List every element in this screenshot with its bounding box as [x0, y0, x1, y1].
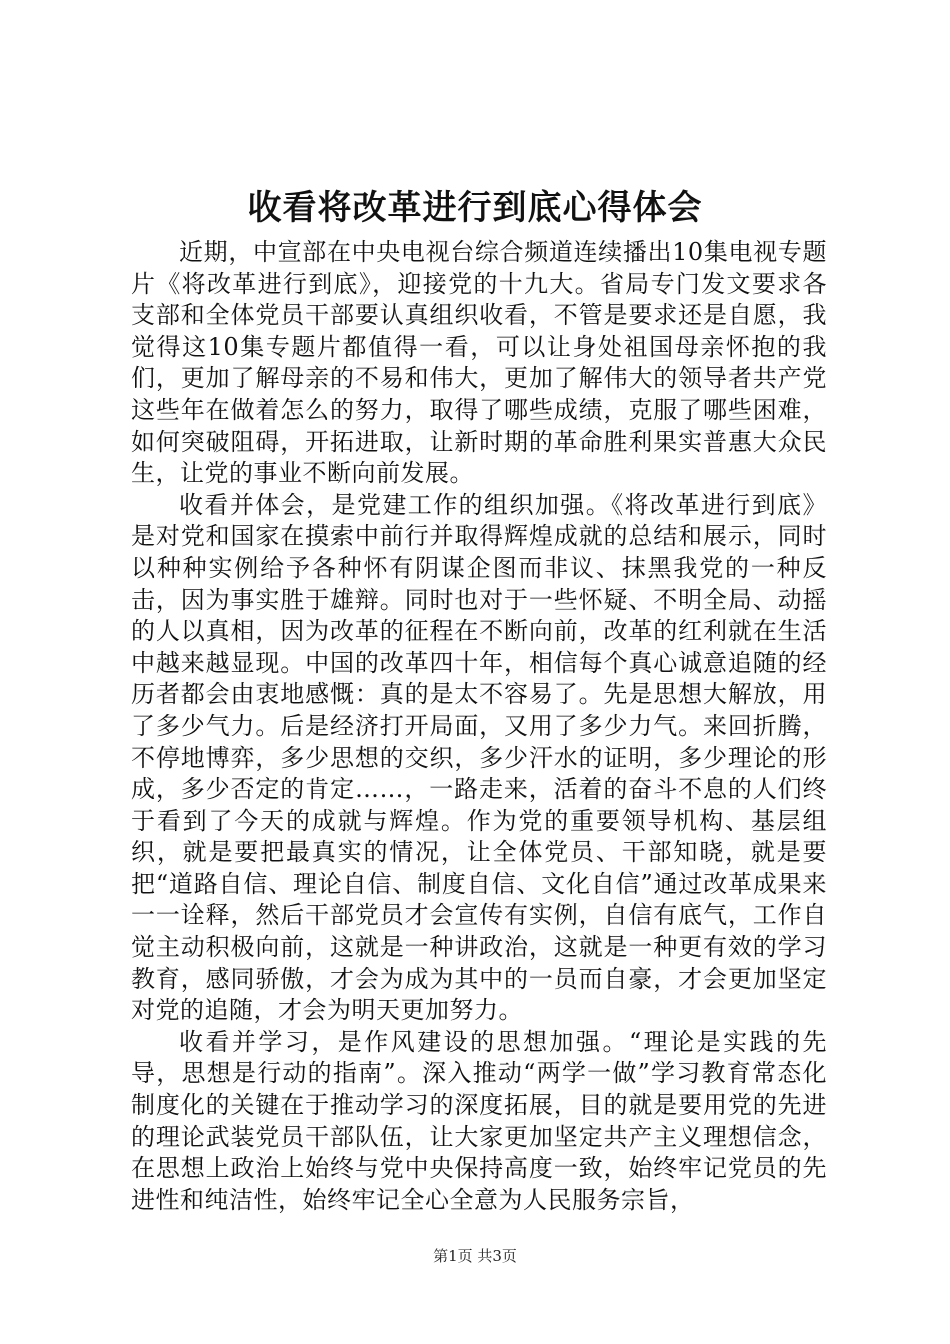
page-number-footer: 第1页 共3页 [433, 1247, 517, 1265]
document-title: 收看将改革进行到底心得体会 [247, 188, 703, 228]
paragraph-2: 收看并体会，是党建工作的组织加强。《将改革进行到底》是对党和国家在摸索中前行并取得辉煌成就的总结和展示，同时以种种实例给予各种怀有阴谋企图而非议、抹黑我党的一种反击，因为事实胜于雄辩。同时也对于一些怀疑、不明全局、动摇的人以真相，因为改革的征程在不断向前，改革的红利就在生活中越来越显现。中国的改革四十年，相信每个真心诚意追随的经历者都会由衷地感慨：真的是太不容易了。先是思想大解放，用了多少气力。后是经济打开局面，又用了多少力气。来回折腾，不停地博弈，多少思想的交织，多少汗水的证明，多少理论的形成，多少否定的肯定……，一路走来，活着的奋斗不息的人们终于看到了今天的成就与辉煌。作为党的重要领导机构、基层组织，就是要把最真实的情况，让全体党员、干部知晓，就是要把“道路自信、理论自信、制度自信、文化自信”通过改革成果来一一诠释，然后干部党员才会宣传有实例，自信有底气，工作自觉主动积极向前，这就是一种讲政治，这就是一种更有效的学习教育，感同骄傲，才会为成为其中的一员而自豪，才会更加坚定对党的追随，才会为明天更加努力。 [131, 490, 827, 1025]
paragraph-1: 近期，中宣部在中央电视台综合频道连续播出10集电视专题片《将改革进行到底》，迎接党的十九大。省局专门发文要求各支部和全体党员干部要认真组织收看，不管是要求还是自愿，我觉得这10集专题片都值得一看，可以让身处祖国母亲怀抱的我们，更加了解母亲的不易和伟大，更加了解伟大的领导者共产党这些年在做着怎么的努力，取得了哪些成绩，克服了哪些困难，如何突破阻碍，开拓进取，让新时期的革命胜利果实普惠大众民生，让党的事业不断向前发展。 [131, 238, 827, 488]
document-body [131, 237, 827, 1216]
paragraph-3: 收看并学习，是作风建设的思想加强。“理论是实践的先导，思想是行动的指南”。深入推动“两学一做”学习教育常态化制度化的关键在于推动学习的深度拓展，目的就是要用党的先进的理论武装党员干部队伍，让大家更加坚定共产主义理想信念，在思想上政治上始终与党中央保持高度一致，始终牢记党员的先进性和纯洁性，始终牢记全心全意为人民服务宗旨， [131, 1027, 827, 1214]
